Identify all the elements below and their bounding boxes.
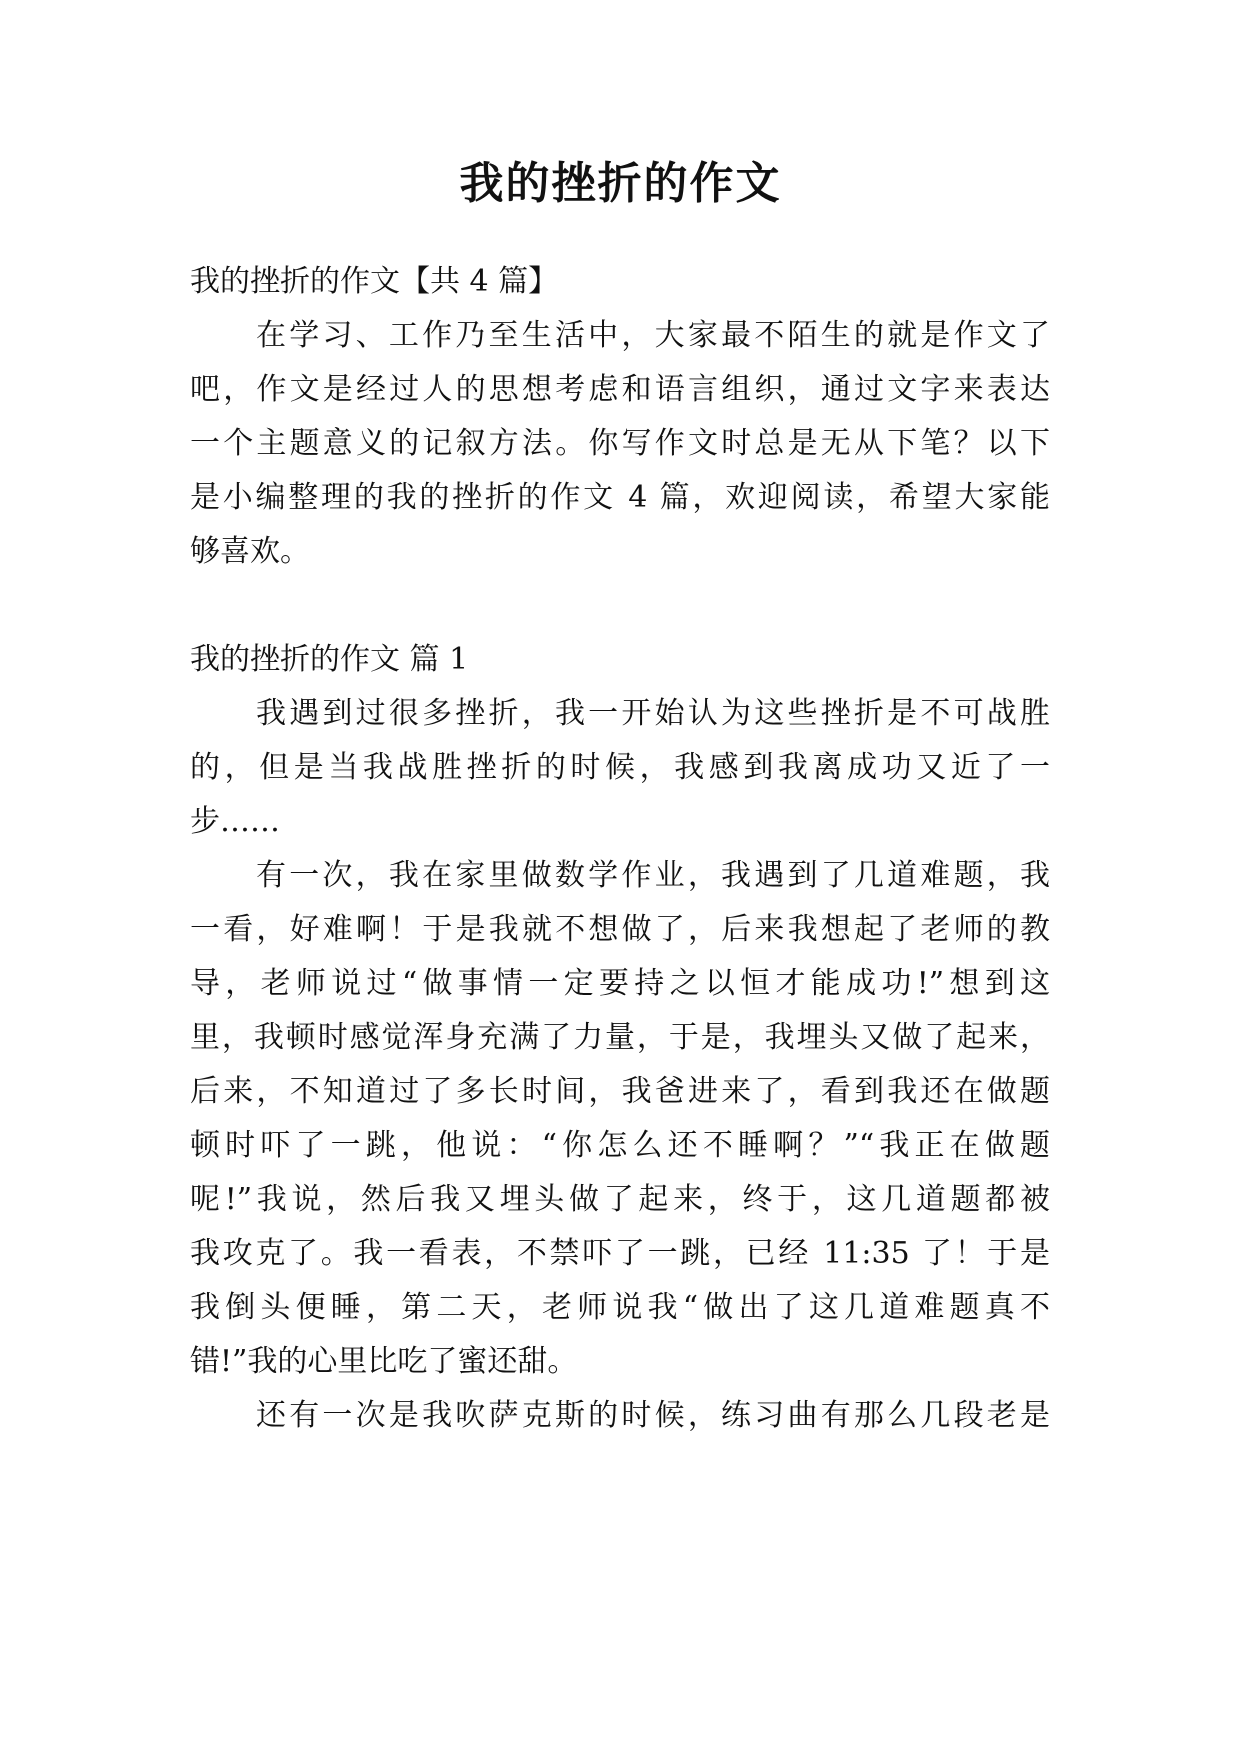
intro-line: 在学习、工作乃至生活中，大家最不陌生的就是作文了 [256,318,1050,353]
body-line: 我攻克了。我一看表，不禁吓了一跳，已经 11:35 了！于是 [190,1236,1050,1271]
body-line: 一看，好难啊！于是我就不想做了，后来我想起了老师的教 [190,912,1050,947]
body-line: 步…… [190,804,280,839]
body-line: 我倒头便睡，第二天，老师说我“做出了这几道难题真不 [190,1290,1050,1325]
body-line: 的，但是当我战胜挫折的时候，我感到我离成功又近了一 [190,750,1050,785]
body-line: 顿时吓了一跳，他说：“你怎么还不睡啊？”“我正在做题 [190,1128,1050,1163]
intro-line: 够喜欢。 [190,534,310,569]
body-line: 呢!”我说，然后我又埋头做了起来，终于，这几道题都被 [190,1182,1050,1217]
intro-line: 吧，作文是经过人的思想考虑和语言组织，通过文字来表达 [190,372,1050,407]
body-line: 有一次，我在家里做数学作业，我遇到了几道难题，我 [256,858,1050,893]
intro-line: 是小编整理的我的挫折的作文 4 篇，欢迎阅读，希望大家能 [190,480,1050,515]
page-title: 我的挫折的作文 [459,158,782,209]
body-line: 我遇到过很多挫折，我一开始认为这些挫折是不可战胜 [256,696,1050,731]
body-line: 还有一次是我吹萨克斯的时候，练习曲有那么几段老是 [256,1398,1050,1433]
body-line: 后来，不知道过了多长时间，我爸进来了，看到我还在做题 [190,1074,1050,1109]
body-line: 错!”我的心里比吃了蜜还甜。 [190,1344,578,1379]
body-line: 里，我顿时感觉浑身充满了力量，于是，我埋头又做了起来， [190,1020,1050,1055]
body-line: 导，老师说过“做事情一定要持之以恒才能成功!”想到这 [190,966,1050,1001]
section-heading: 我的挫折的作文 篇 1 [190,642,469,677]
intro-line: 一个主题意义的记叙方法。你写作文时总是无从下笔？以下 [190,426,1050,461]
document-subtitle: 我的挫折的作文【共 4 篇】 [190,264,559,299]
